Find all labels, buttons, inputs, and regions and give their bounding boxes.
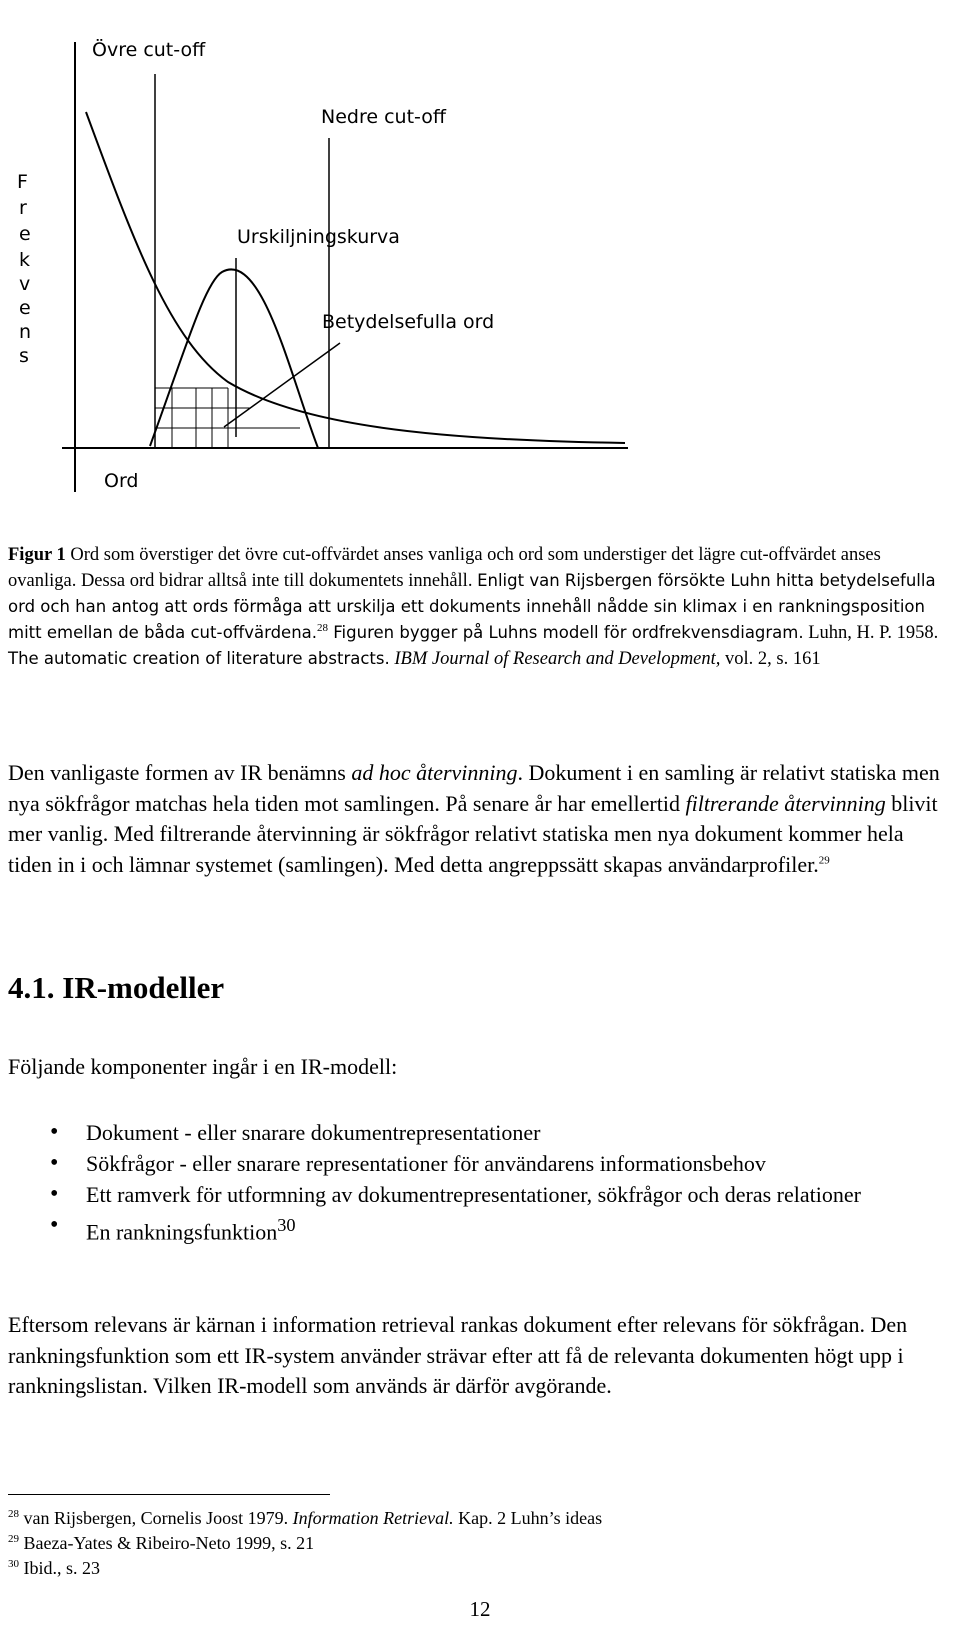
list-item: • Sökfrågor - eller snarare representationer för användarens informationsbehov	[50, 1148, 950, 1179]
caption-text-3: Figuren bygger på Luhns modell för ordfrekvensdiagram.	[328, 623, 804, 642]
list-item: • Ett ramverk för utformning av dokumentrepresentationer, sökfrågor och deras relationer	[50, 1179, 950, 1210]
section-heading: 4.1. IR-modeller	[8, 970, 225, 1005]
caption-footnote-ref: 28	[317, 621, 329, 634]
footnote-divider	[8, 1494, 330, 1495]
luhn-figure	[0, 0, 960, 520]
page-number: 12	[469, 1597, 491, 1621]
caption-text-1: Ord som överstiger det övre cut-offvärdet anses vanliga och ord som understiger det lägre cut-offvärdet anses ovanliga. Dessa ord bidrar alltså inte till dokumentets innehåll.	[8, 545, 881, 591]
term-filtrerande: filtrerande återvinning	[685, 790, 886, 816]
caption-text-2: Enligt van Rijsbergen försökte Luhn hitta betydelsefulla ord och han antog att ords förmåga att urskilja ett dokuments innehåll nådde sin klimax i en rankningsposition mitt emellan de båda cut-offvärdena.	[8, 571, 936, 642]
figure-caption	[8, 542, 953, 672]
list-item: • En rankningsfunktion$^{30}$	[50, 1210, 950, 1247]
component-list	[50, 1117, 950, 1247]
caption-text-4: Luhn, H. P. 1958.	[803, 623, 939, 643]
label-betydelsefulla-ord: Betydelsefulla ord	[322, 311, 495, 333]
label-nedre-cutoff: Nedre cut-off	[321, 106, 446, 128]
footnote-29: $^{29}$ Baeza-Yates & Ribeiro-Neto 1999, s. 21	[8, 1533, 315, 1553]
svg-text:k: k	[19, 249, 31, 271]
svg-text:e: e	[19, 297, 31, 319]
caption-text-6: vol. 2, s. 161	[720, 649, 821, 669]
footnote-ref-30: 30	[277, 1215, 296, 1235]
svg-text:n: n	[19, 321, 32, 343]
svg-text:r: r	[19, 197, 27, 219]
label-x-axis: Ord	[104, 470, 139, 492]
footnote-30: $^{30}$ Ibid., s. 23	[8, 1558, 100, 1578]
frequency-curve	[86, 112, 625, 443]
svg-text:F: F	[17, 171, 28, 193]
pointer-betydelsefulla	[224, 343, 340, 427]
caption-text-5: The automatic creation of literature abstracts.	[8, 649, 390, 668]
paragraph-1: Den vanligaste formen av IR benämns ad hoc återvinning. Dokument i en samling är relativt statiska men nya sökfrågor matchas hela tiden mot samlingen. På senare år har emellertid filtrerande återvinning blivit mer vanlig. Med filtrerande återvinning är sökfrågor relativt statiska men nya dokument kommer hela tiden in i och lämnar systemet (samlingen). Med detta angreppssätt skapas användarprofiler.$^{29}$	[8, 760, 940, 877]
label-urskiljningskurva: Urskiljningskurva	[237, 226, 400, 248]
paragraph-2: Följande komponenter ingår i en IR-modell:	[8, 1054, 398, 1079]
term-ad-hoc: ad hoc återvinning	[351, 760, 518, 785]
resolving-power-curve	[150, 269, 318, 448]
svg-text:e: e	[19, 223, 31, 245]
label-ovre-cutoff: Övre cut-off	[92, 39, 206, 61]
svg-text:v: v	[19, 273, 31, 295]
footnote-28: $^{28}$ van Rijsbergen, Cornelis Joost 1979. Information Retrieval. Kap. 2 Luhn’s ideas	[8, 1508, 603, 1528]
caption-journal: IBM Journal of Research and Development,	[389, 649, 721, 669]
caption-label: Figur 1	[8, 545, 66, 565]
paragraph-3: Eftersom relevans är kärnan i information retrieval rankas dokument efter relevans för sökfrågan. Den rankningsfunktion som ett IR-system använder strävar efter att få de relevanta dokumenten högt upp i rankningslistan. Vilken IR-modell som används är därför avgörande.	[8, 1312, 908, 1398]
svg-text:s: s	[19, 345, 29, 367]
list-item: • Dokument - eller snarare dokumentrepresentationer	[50, 1117, 950, 1148]
label-y-axis	[17, 171, 31, 367]
footnote-ref-29: 29	[818, 854, 830, 867]
significant-words-grid	[155, 388, 300, 448]
